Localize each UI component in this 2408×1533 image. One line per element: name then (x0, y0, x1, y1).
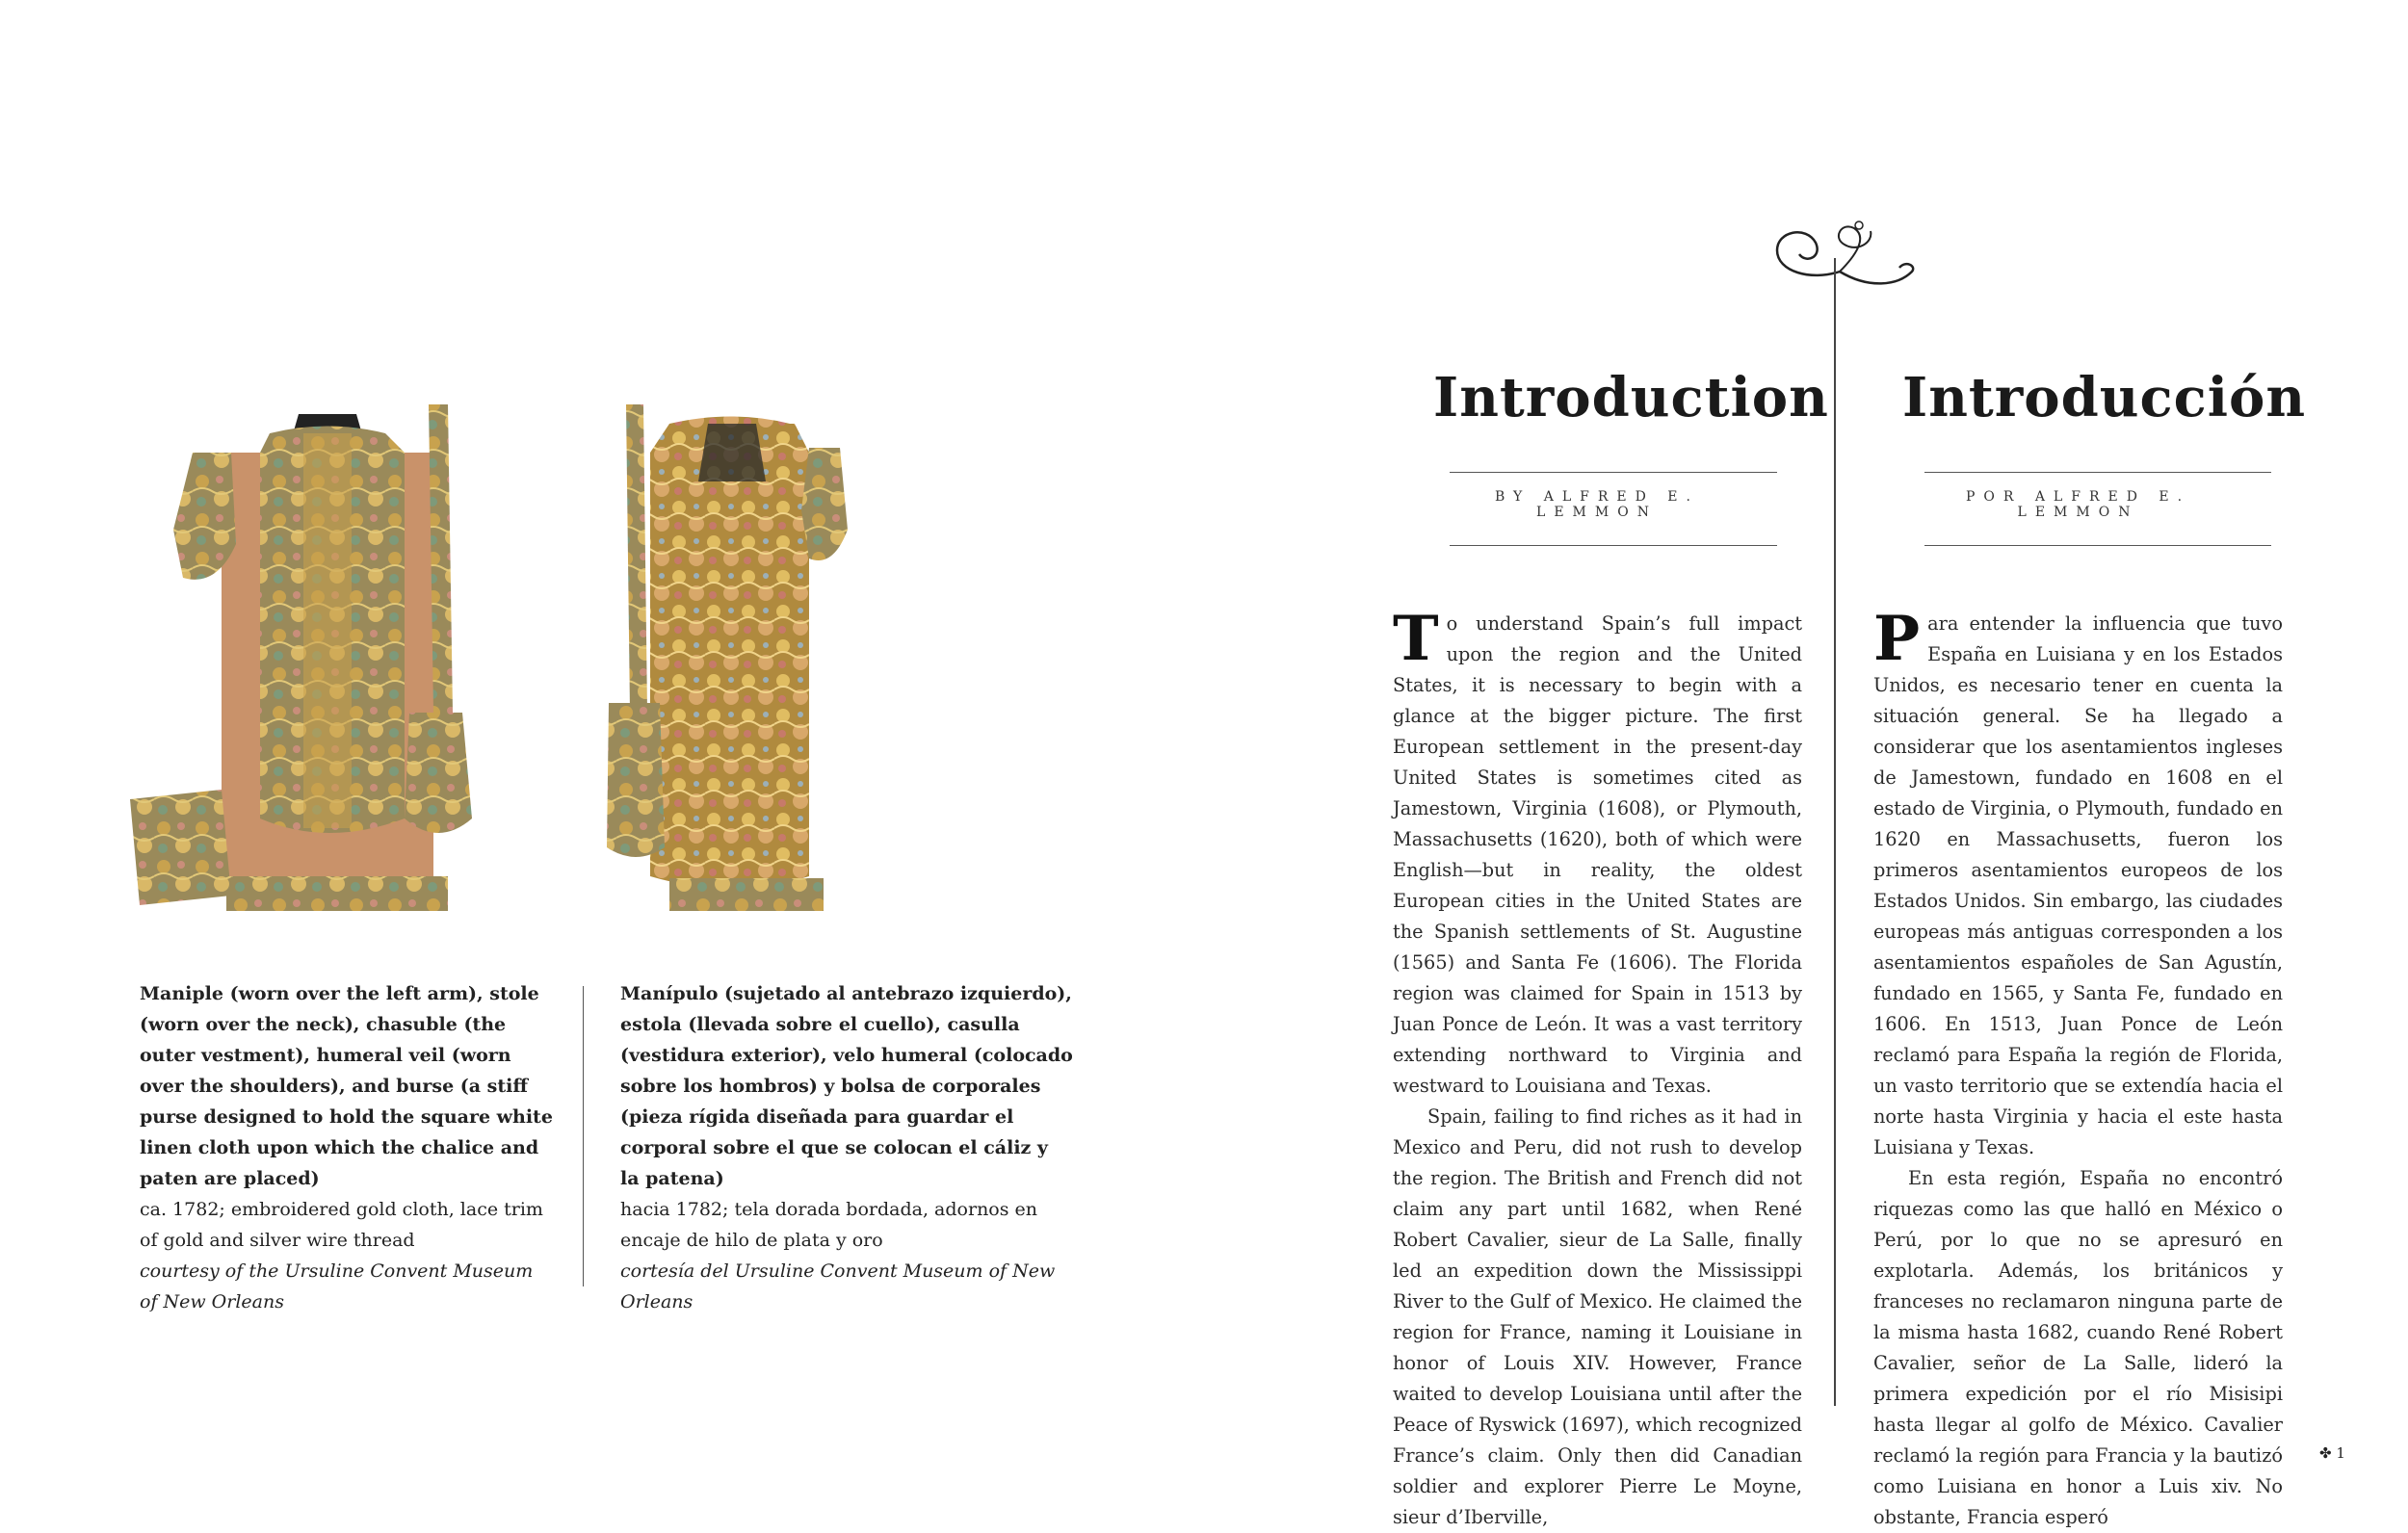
byline-spanish: POR ALFRED E. LEMMON (1965, 489, 2191, 520)
page-number-value: 1 (2336, 1444, 2345, 1462)
caption-english (140, 978, 554, 1317)
drop-cap: T (1393, 603, 1439, 675)
caption-title: Manípulo (sujetado al antebrazo izquierdo), estola (llevada sobre el cuello), casulla (vestidura exterior), velo humeral (colocado sobre los hombros) y bolsa de corporales (pieza rígida diseñada para guardar el corporal sobre el que se colocan el cáliz y la patena) (620, 983, 1073, 1189)
vestment-images (116, 395, 1040, 973)
page-number (2319, 1444, 2345, 1462)
body-column-english (1393, 603, 1802, 1533)
rule-bottom-spanish (1924, 545, 2271, 546)
folio-ornament-icon: ✤ (2319, 1444, 2337, 1462)
paragraph: Spain, failing to find riches as it had in Mexico and Peru, did not rush to develop the region. The British and French did not claim any part until 1682, when René Robert Cavalier, sieur de La Salle, finally led an expedition down the Mississippi River to the Gulf of Mexico. He claimed the region for France, naming it Louisiane in honor of Louis XIV. However, France waited to develop Louisiana until after the Peace of Ryswick (1697), which recognized France’s claim. Only then did Canadian soldier and explorer Pierre Le Moyne, sieur d’Iberville, (1393, 1105, 1802, 1528)
vestment-back-image (607, 404, 848, 911)
body-column-spanish (1873, 603, 2283, 1533)
caption-title: Maniple (worn over the left arm), stole (worn over the neck), chasuble (the outer vestment), humeral veil (worn over the shoulders), and burse (a stiff purse designed to hold the square white linen cloth upon which the chalice and paten are placed) (140, 983, 553, 1189)
caption-divider (583, 986, 584, 1286)
flourish-ornament-icon (1753, 204, 1926, 300)
rule-bottom-english (1450, 545, 1777, 546)
paragraph: ara entender la influencia que tuvo España en Luisiana y en los Estados Unidos, es necesario tener en cuenta la situación general. Se ha llegado a considerar que los asentamientos ingleses de Jamestown, fundado en 1608 en el estado de Virginia, o Plymouth, fundado en 1620 en Massachusetts, fueron los primeros asentamientos europeos de los Estados Unidos. Sin embargo, las ciudades europeas más antiguas corresponden a los asentamientos españoles de San Agustín, fundado en 1565, y Santa Fe, fundado en 1606. En 1513, Juan Ponce de León reclamó para España la región de Florida, un vasto territorio que se extendía hacia el norte hasta Virginia y hacia el este hasta Luisiana y Texas. (1873, 612, 2283, 1158)
caption-credit: cortesía del Ursuline Convent Museum of New Orleans (620, 1260, 1056, 1312)
drop-cap: P (1873, 603, 1921, 675)
page-title-english: Introduction (1433, 366, 1829, 429)
rule-top-spanish (1924, 472, 2271, 473)
caption-details: ca. 1782; embroidered gold cloth, lace trim of gold and silver wire thread (140, 1199, 543, 1251)
column-divider (1834, 258, 1836, 1406)
paragraph: o understand Spain’s full impact upon the region and the United States, it is necessary to begin with a glance at the bigger picture. The first European settlement in the present-day United States is sometimes cited as Jamestown, Virginia (1608), or Plymouth, Massachusetts (1620), both of which were English—but in reality, the oldest European cities in the United States are the Spanish settlements of St. Augustine (1565) and Santa Fe (1606). The Florida region was claimed for Spain in 1513 by Juan Ponce de León. It was a vast territory extending northward to Virginia and westward to Louisiana and Texas. (1393, 612, 1802, 1097)
rule-top-english (1450, 472, 1777, 473)
page-title-spanish: Introducción (1902, 366, 2307, 429)
vestment-front-image (130, 404, 472, 911)
byline-english: BY ALFRED E. LEMMON (1495, 489, 1699, 520)
caption-details: hacia 1782; tela dorada bordada, adornos en encaje de hilo de plata y oro (620, 1199, 1038, 1251)
paragraph: En esta región, España no encontró riquezas como las que halló en México o Perú, por lo que no se apresuró en explotarla. Además, los británicos y franceses no reclamaron ninguna parte de la misma hasta 1682, cuando René Robert Cavalier, señor de La Salle, lideró la primera expedición por el río Misisipi hasta llegar al golfo de México. Cavalier reclamó la región para Francia y la bautizó como Luisiana en honor a Luis xiv. No obstante, Francia esperó (1873, 1167, 2283, 1528)
caption-spanish (620, 978, 1073, 1317)
caption-credit: courtesy of the Ursuline Convent Museum of New Orleans (140, 1260, 534, 1312)
